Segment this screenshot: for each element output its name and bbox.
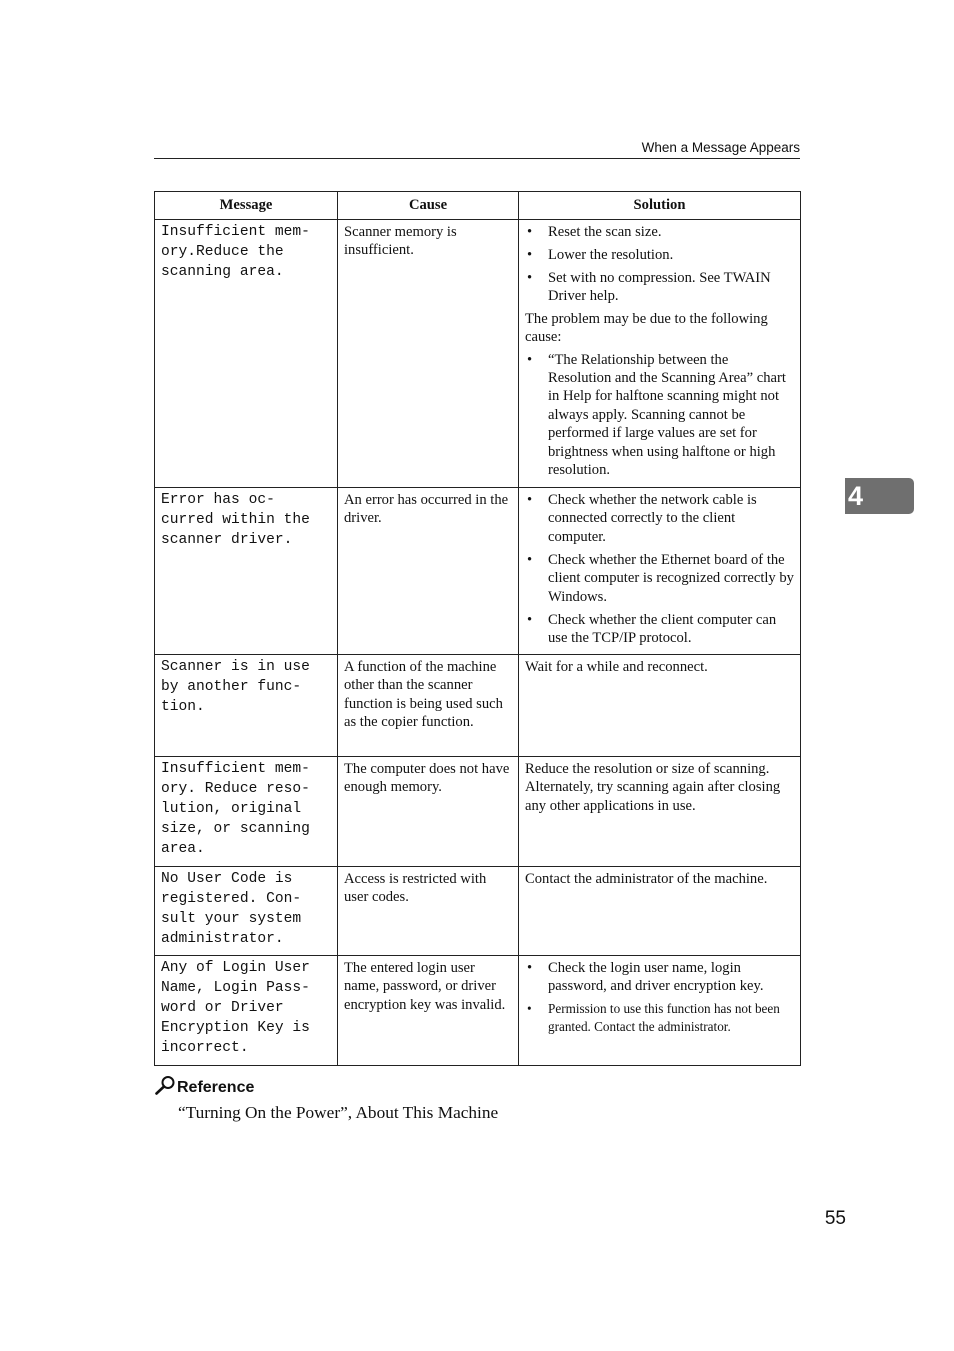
- reference-heading: [154, 1075, 254, 1099]
- solution-item: • Lower the resolution.: [525, 246, 794, 264]
- table-row: [155, 956, 801, 1066]
- solution-list: [525, 491, 794, 647]
- cause-text: The entered login user name, password, or driver encryption key was invalid.: [344, 960, 506, 1013]
- table-row: [155, 757, 801, 867]
- solution-list: [525, 351, 794, 480]
- message-cell: [155, 220, 338, 488]
- solution-item: • Check whether the client computer can use the TCP/IP protocol.: [525, 611, 794, 648]
- reference-text: “Turning On the Power”, About This Machine: [178, 1103, 499, 1122]
- solution-cell: [519, 757, 801, 867]
- chapter-tab: 4: [845, 478, 914, 514]
- solution-list: [525, 959, 794, 1036]
- solution-item: • Permission to use this function has not been granted. Contact the administrator.: [525, 1000, 794, 1035]
- message-text: Error has oc- curred within the scanner driver.: [161, 492, 310, 548]
- solution-item: • Check the login user name, login password, and driver encryption key.: [525, 959, 794, 996]
- solution-item: • Check whether the network cable is connected correctly to the client computer.: [525, 491, 794, 546]
- solution-list: [525, 223, 794, 306]
- message-text: Scanner is in use by another func- tion.: [161, 659, 310, 715]
- running-header: When a Message Appears: [154, 138, 800, 159]
- message-cell: [155, 757, 338, 867]
- page-number: 55: [824, 1208, 846, 1229]
- message-text: Insufficient mem- ory. Reduce reso- lution, original size, or scanning area.: [161, 761, 310, 857]
- solution-text: Reduce the resolution or size of scanning. Alternately, try scanning again after closing any other applications in use.: [525, 761, 781, 814]
- message-text: Insufficient mem- ory.Reduce the scanning area.: [161, 224, 310, 280]
- solution-item: • Reset the scan size.: [525, 223, 794, 241]
- solution-cell: [519, 956, 801, 1066]
- solution-item: • Check whether the Ethernet board of the client computer is recognized correctly by Windows.: [525, 551, 794, 606]
- message-cell: [155, 956, 338, 1066]
- cause-text: Scanner memory is insufficient.: [344, 224, 457, 259]
- solution-cell: [519, 867, 801, 956]
- table-row: [155, 655, 801, 757]
- cause-cell: [338, 956, 519, 1066]
- cause-cell: [338, 757, 519, 867]
- table-header-row: [155, 192, 801, 220]
- cause-cell: [338, 488, 519, 655]
- cause-text: Access is restricted with user codes.: [344, 871, 487, 906]
- cause-text: The computer does not have enough memory.: [344, 761, 510, 796]
- message-text: Any of Login User Name, Login Pass- word or Driver Encryption Key is incorrect.: [161, 960, 310, 1056]
- message-table: [154, 191, 801, 1066]
- magnifier-icon: [154, 1075, 176, 1095]
- solution-cell: [519, 655, 801, 757]
- table-row: [155, 867, 801, 956]
- column-header-message: Message: [155, 192, 338, 220]
- message-cell: [155, 655, 338, 757]
- message-cell: [155, 867, 338, 956]
- solution-note: The problem may be due to the following cause:: [525, 310, 768, 346]
- table-row: [155, 488, 801, 655]
- column-header-cause: Cause: [338, 192, 519, 220]
- solution-item: • “The Relationship between the Resolution and the Scanning Area” chart in Help for halftone scanning might not always apply. Scanning cannot be performed if large values are set for brightness when using halftone or high resolution.: [525, 351, 794, 480]
- message-cell: [155, 488, 338, 655]
- cause-text: An error has occurred in the driver.: [344, 492, 509, 527]
- cause-cell: [338, 655, 519, 757]
- reference-title: Reference: [177, 1079, 255, 1096]
- table-row: [155, 220, 801, 488]
- message-text: No User Code is registered. Con- sult your system administrator.: [161, 871, 302, 947]
- solution-cell: [519, 488, 801, 655]
- cause-text: A function of the machine other than the scanner function is being used such as the copier function.: [344, 659, 503, 731]
- solution-cell: [519, 220, 801, 488]
- cause-cell: [338, 220, 519, 488]
- column-header-solution: Solution: [519, 192, 801, 220]
- solution-text: Wait for a while and reconnect.: [525, 659, 708, 675]
- solution-item: • Set with no compression. See TWAIN Driver help.: [525, 269, 794, 306]
- solution-text: Contact the administrator of the machine.: [525, 871, 768, 887]
- cause-cell: [338, 867, 519, 956]
